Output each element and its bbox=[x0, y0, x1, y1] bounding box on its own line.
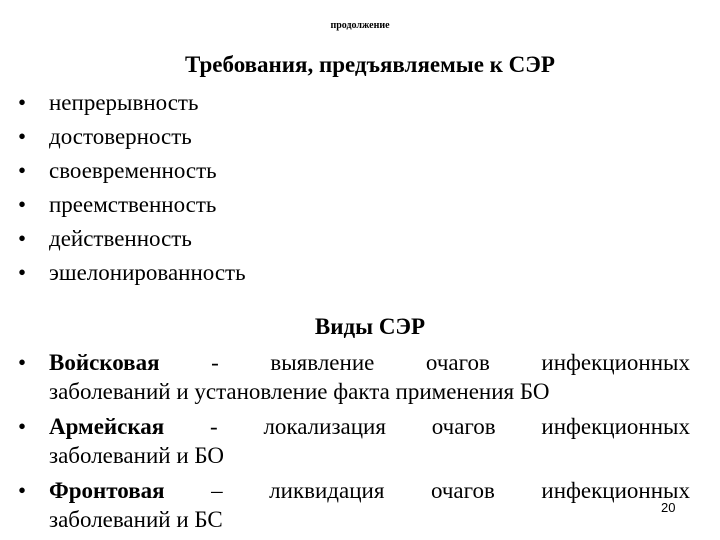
type-description-continued: заболеваний и установление факта применения БО bbox=[49, 379, 550, 404]
requirement-text: своевременность bbox=[49, 158, 217, 183]
type-description-continued: заболеваний и БС bbox=[49, 507, 223, 532]
type-description: - выявление очагов инфекционных bbox=[159, 350, 690, 375]
type-term: Войсковая bbox=[49, 350, 160, 375]
requirement-text: достоверность bbox=[49, 124, 192, 149]
continuation-label: продолжение bbox=[330, 20, 390, 31]
page-number: 20 bbox=[661, 500, 676, 515]
type-first-line bbox=[49, 476, 690, 505]
requirement-text: эшелонированность bbox=[49, 260, 246, 285]
type-first-line bbox=[49, 348, 690, 377]
types-list bbox=[18, 348, 690, 540]
type-term: Армейская bbox=[49, 414, 165, 439]
bullet-icon: • bbox=[18, 478, 27, 503]
list-item bbox=[18, 412, 690, 470]
list-item bbox=[18, 154, 246, 188]
list-item bbox=[18, 86, 246, 120]
bullet-icon: • bbox=[18, 124, 27, 149]
list-item bbox=[18, 222, 246, 256]
type-term: Фронтовая bbox=[49, 478, 165, 503]
bullet-icon: • bbox=[18, 414, 27, 439]
requirements-title: Требования, предъявляемые к СЭР bbox=[185, 52, 555, 77]
types-title: Виды СЭР bbox=[314, 314, 426, 339]
type-description: – ликвидация очагов инфекционных bbox=[164, 478, 690, 503]
list-item bbox=[18, 476, 690, 534]
bullet-icon: • bbox=[18, 192, 27, 217]
list-item bbox=[18, 256, 246, 290]
list-item bbox=[18, 188, 246, 222]
bullet-icon: • bbox=[18, 90, 27, 115]
requirements-list bbox=[18, 86, 246, 290]
requirement-text: преемственность bbox=[49, 192, 217, 217]
requirement-text: непрерывность bbox=[49, 90, 199, 115]
list-item bbox=[18, 348, 690, 406]
bullet-icon: • bbox=[18, 226, 27, 251]
bullet-icon: • bbox=[18, 350, 27, 375]
bullet-icon: • bbox=[18, 260, 27, 285]
type-description-continued: заболеваний и БО bbox=[49, 443, 225, 468]
requirement-text: действенность bbox=[49, 226, 192, 251]
type-description: - локализация очагов инфекционных bbox=[164, 414, 690, 439]
bullet-icon: • bbox=[18, 158, 27, 183]
type-first-line bbox=[49, 412, 690, 441]
list-item bbox=[18, 120, 246, 154]
